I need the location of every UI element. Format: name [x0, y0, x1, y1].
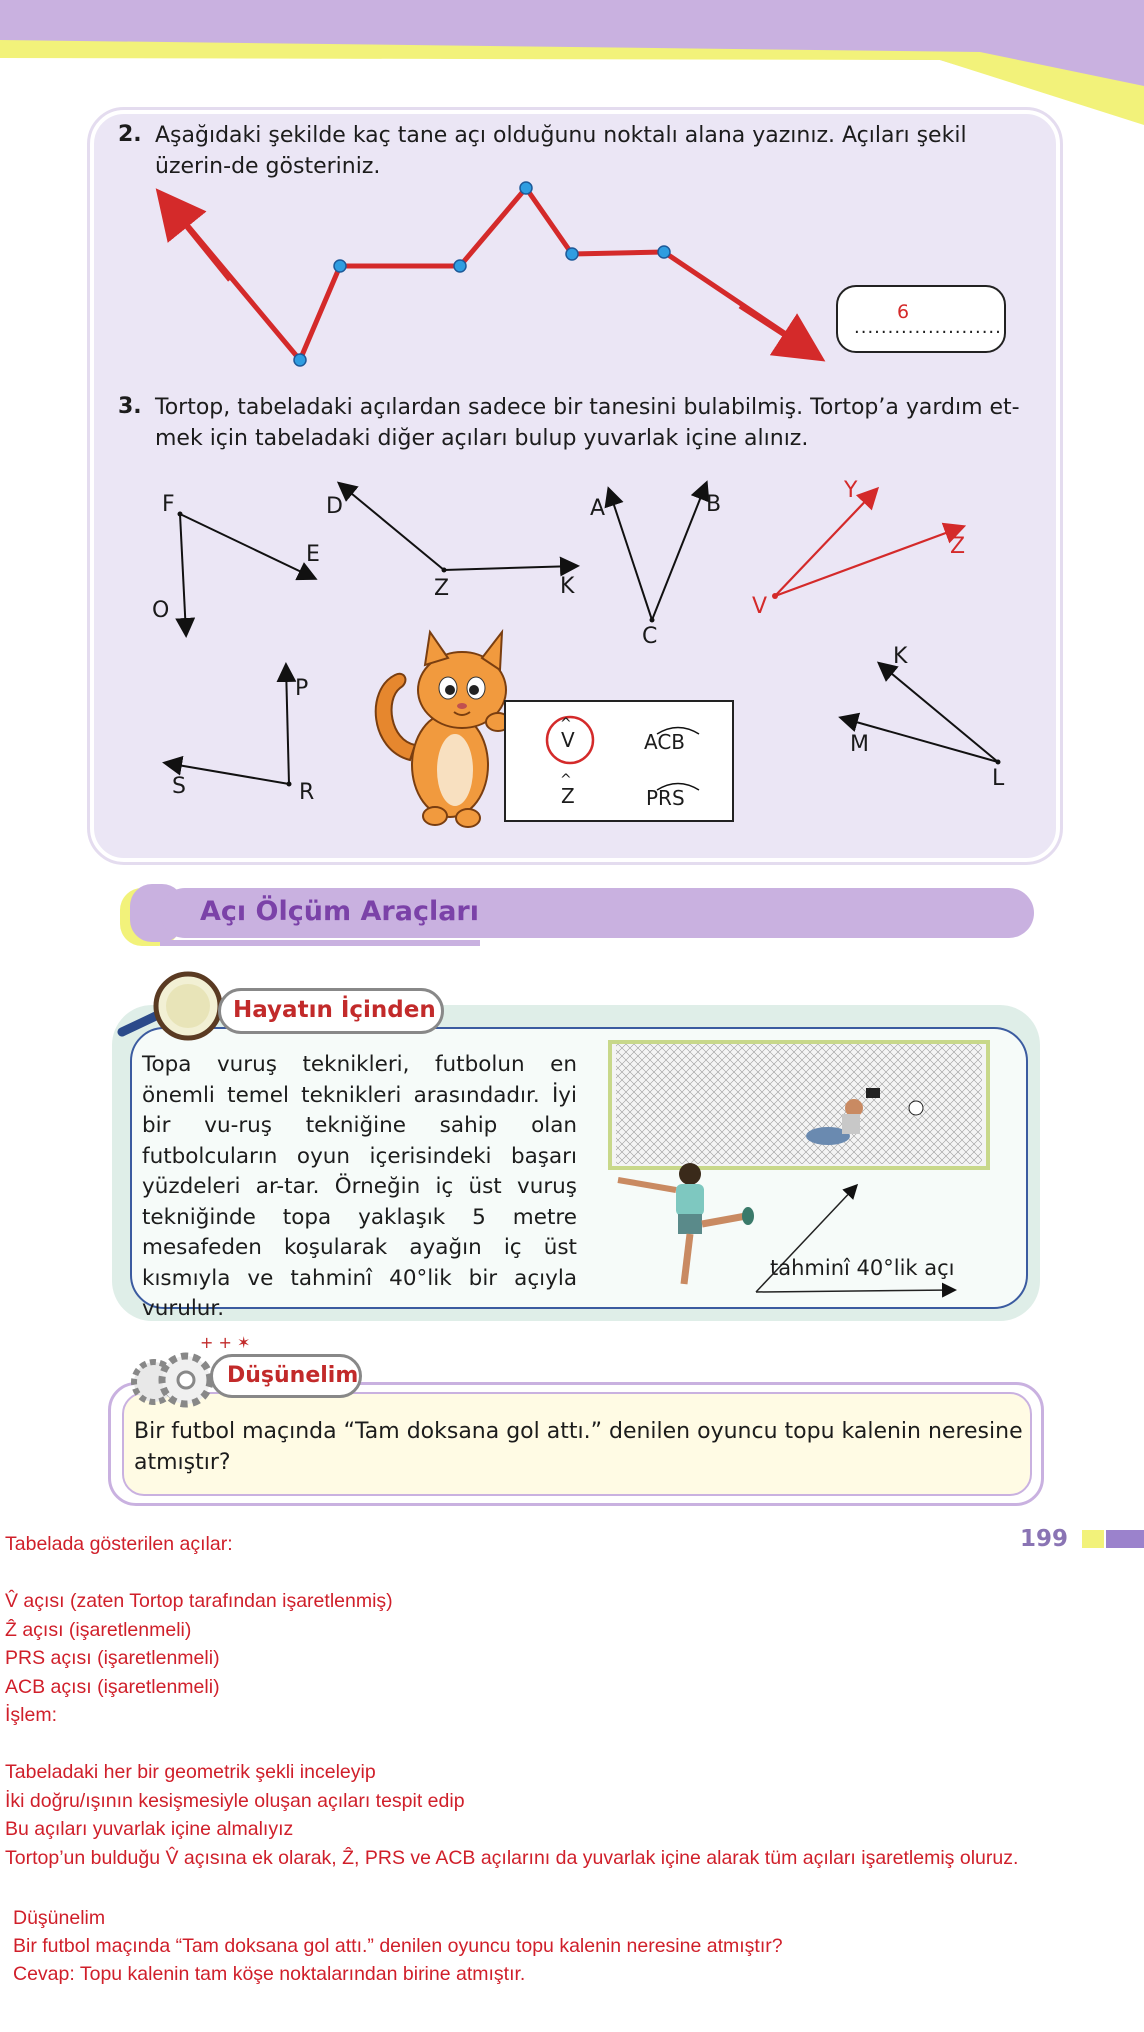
question-2-number: 2. — [118, 122, 142, 147]
question-3-text: Tortop, tabeladaki açılardan sadece bir tanesini bulabilmiş. Tortop’a yardım et-mek için tabeladaki diğer açıları bulup yuvarlak içine alınız. — [155, 395, 1020, 451]
angle-caption: tahminî 40°lik açı — [770, 1256, 955, 1280]
label-e: E — [306, 542, 320, 567]
section-underline — [160, 940, 480, 946]
label-m: M — [850, 732, 869, 757]
life-title-pill — [218, 988, 444, 1034]
answer-notes — [5, 1530, 1135, 1872]
life-paragraph: Topa vuruş teknikleri, futbolun en önemli temel teknikleri arasındadır. İyi bir vu-ruş tekniğine sahip olan futbolcuların oyun içerisindeki başarı yüzdeleri ar-tar. Örneğin iç üst vuruş tekniğinde topa yaklaşık 5 metre mesafeden koşularak ayağın iç üst kısmıyla ve tahminî 40°lik bir açıyla vurulur. — [142, 1052, 577, 1321]
label-c: C — [642, 624, 658, 649]
notes-angle-2: Ẑ açısı (işaretlenmeli) — [5, 1618, 192, 1641]
label-z: Z — [434, 576, 450, 601]
answer-notes-think — [13, 1904, 1133, 1988]
answer-box[interactable] — [836, 285, 1006, 353]
question-3-number: 3. — [118, 394, 142, 419]
label-b: B — [706, 492, 722, 517]
answer-dots: ...................... — [854, 317, 1002, 338]
question-2-text: Aşağıdaki şekilde kaç tane açı olduğunu noktalı alana yazınız. Açıları şekil üzerin-de gösteriniz. — [155, 123, 967, 179]
label-r: R — [299, 780, 315, 805]
notes-angle-1: V̂ açısı (zaten Tortop tarafından işaretlenmiş) — [5, 1590, 393, 1612]
label-k2: K — [893, 644, 908, 669]
label-l: L — [992, 766, 1005, 791]
label-a: A — [590, 496, 606, 521]
notes-angle-3: PRS açısı (işaretlenmeli) — [5, 1647, 220, 1669]
label-y: Y — [844, 478, 858, 503]
label-f: F — [162, 492, 175, 517]
board-angle-prs[interactable]: PRS — [646, 786, 685, 810]
hat-z-icon: ^ — [560, 772, 572, 788]
answer-value: 6 — [896, 301, 910, 323]
page-number: 199 — [1020, 1526, 1069, 1552]
life-title: Hayatın İçinden — [233, 997, 436, 1023]
label-z-red: Z — [950, 534, 966, 559]
cat-illustration — [370, 620, 520, 830]
label-d: D — [326, 494, 343, 519]
notes-angle-4: ACB açısı (işaretlenmeli) — [5, 1675, 220, 1698]
notes-think-heading: Düşünelim — [13, 1907, 106, 1929]
section-title: Açı Ölçüm Araçları — [200, 896, 480, 927]
label-s: S — [172, 774, 186, 799]
notes-step-4: Tortop’un bulduğu V̂ açısına ek olarak, Ẑ, PRS ve ACB açılarını da yuvarlak içine alarak tüm açıları işaretlemiş oluruz. — [5, 1846, 1019, 1869]
board-angle-v[interactable]: V — [561, 728, 575, 752]
notes-step-2: İki doğru/ışının kesişmesiyle oluşan açıları tespit edip — [5, 1789, 465, 1812]
label-p: P — [295, 676, 309, 701]
section-header — [160, 888, 1034, 938]
svg-text:+ + ✶: + + ✶ — [200, 1333, 251, 1352]
notes-answer: Cevap: Topu kalenin tam köşe noktalarından birine atmıştır. — [13, 1963, 526, 1985]
board-angle-acb[interactable]: ACB — [644, 730, 686, 754]
label-o: O — [152, 598, 170, 623]
notes-process-heading: İşlem: — [5, 1704, 58, 1726]
board-angle-z[interactable]: Z — [561, 784, 575, 808]
notes-step-3: Bu açıları yuvarlak içine almalıyız — [5, 1818, 294, 1840]
hat-v-icon: ^ — [560, 716, 572, 732]
angle-board — [504, 700, 734, 822]
label-k: K — [560, 574, 575, 599]
magnifier-icon — [116, 970, 228, 1042]
notes-step-1: Tabeladaki her bir geometrik şekli inceleyip — [5, 1761, 376, 1783]
label-v: V — [752, 594, 768, 619]
notes-think-question: Bir futbol maçında “Tam doksana gol attı.” denilen oyuncu topu kalenin neresine atmıştır? — [13, 1935, 783, 1957]
think-title: Düşünelim — [227, 1363, 359, 1388]
notes-heading: Tabelada gösterilen açılar: — [5, 1533, 233, 1555]
think-question: Bir futbol maçında “Tam doksana gol attı.” denilen oyuncu topu kalenin neresine atmıştır? — [134, 1419, 1023, 1475]
think-title-pill — [210, 1354, 362, 1398]
